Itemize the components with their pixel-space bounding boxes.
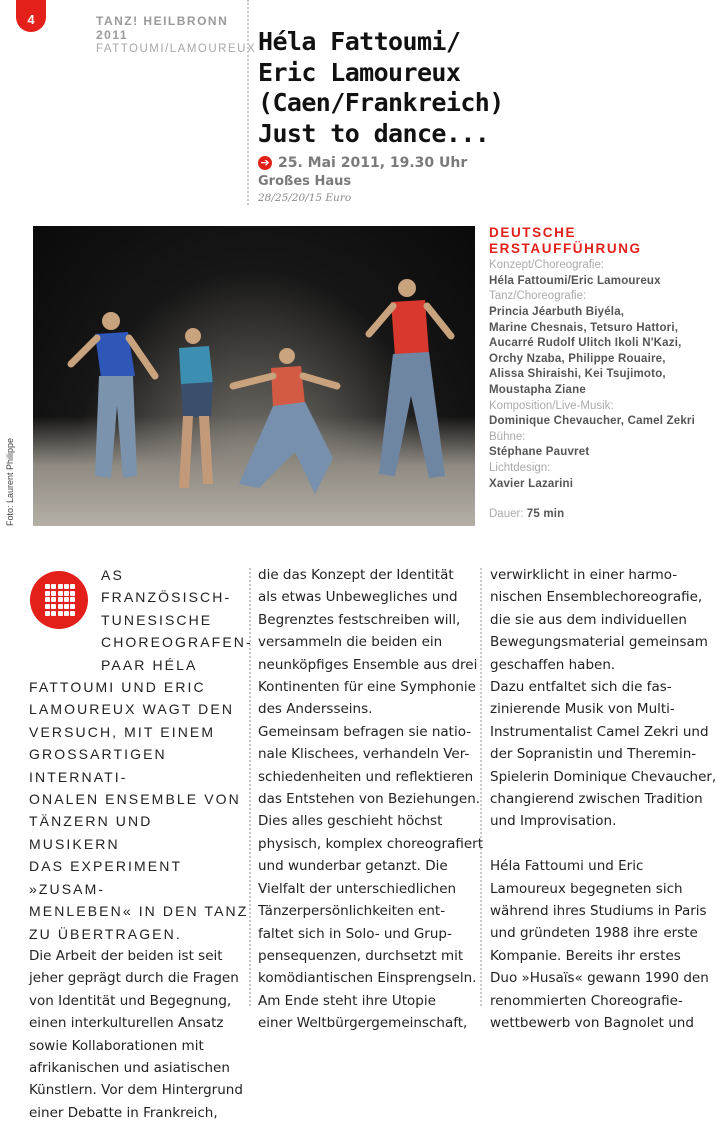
body-line: sowie Kollaborationen mit	[29, 1037, 204, 1054]
lead-line: CHOREOGRAFEN-	[101, 634, 253, 651]
event-date-row	[258, 155, 698, 171]
event-price: 28/25/20/15 Euro	[258, 192, 352, 204]
body-line: das Entstehen von Beziehungen.	[258, 791, 481, 808]
body-line: Instrumentalist Camel Zekri und	[490, 723, 709, 740]
performance-photo	[33, 226, 475, 526]
article-column-1	[29, 564, 253, 1124]
body-line: einer Debatte in Frankreich,	[29, 1104, 218, 1121]
body-line: nischen Ensemblechoreografie,	[490, 589, 703, 606]
body-line: während ihres Studiums in Paris	[490, 903, 707, 920]
lead-line: AS FRANZÖSISCH-	[101, 567, 232, 606]
body-line: renommierten Choreografie-	[490, 992, 683, 1009]
credit-label: Lichtdesign:	[489, 461, 551, 474]
header-divider	[247, 0, 249, 205]
article-column-3	[490, 564, 720, 1035]
body-line: pensequenzen, durchsetzt mit	[258, 947, 464, 964]
body-line: nale Klischees, verhandeln Ver-	[258, 746, 470, 763]
dancer-line: Marine Chesnais, Tetsuro Hattori,	[489, 321, 679, 334]
body-line: versammeln die beiden ein	[258, 634, 443, 651]
body-line: die das Konzept der Identität	[258, 567, 454, 583]
title-line: Héla Fattoumi/	[258, 27, 461, 56]
dancers-illustration	[33, 226, 475, 526]
lead-line: GROSSARTIGEN INTERNATI-	[29, 746, 167, 785]
article-lead	[29, 564, 253, 945]
event-venue: Großes Haus	[258, 174, 352, 189]
body-line: der Sopranistin und Theremin-	[490, 746, 697, 763]
duration-label: Dauer:	[489, 508, 524, 521]
lead-line: VERSUCH, MIT EINEM	[29, 723, 216, 740]
lead-line: TUNESISCHE	[101, 611, 213, 628]
article-column-2	[258, 564, 488, 1035]
body-line: Kontinenten für eine Symphonie	[258, 679, 476, 696]
body-line: schiedenheiten und reflektieren	[258, 768, 474, 785]
title-line: (Caen/Frankreich)	[258, 88, 504, 117]
body-line: Die Arbeit der beiden ist seit	[29, 947, 223, 964]
body-line: und Improvisation.	[490, 813, 617, 830]
paragraph-gap	[490, 833, 720, 855]
credit-label: Bühne:	[489, 430, 526, 443]
body-line: einen interkulturellen Ansatz	[29, 1015, 224, 1032]
body-line: Begrenztes festschreiben will,	[258, 611, 461, 628]
body-line: physisch, komplex choreografiert	[258, 835, 484, 852]
body-line: Kompanie. Bereits ihr erstes	[490, 947, 681, 964]
body-line: Lamoureux begegneten sich	[490, 880, 683, 897]
body-line: verwirklicht in einer harmo-	[490, 567, 678, 583]
series-subtitle: FATTOUMI/LAMOUREUX	[96, 43, 257, 55]
series-header	[96, 14, 257, 56]
credit-value: Xavier Lazarini	[489, 477, 574, 490]
lead-line: TÄNZERN UND MUSIKERN	[29, 813, 153, 852]
body-line: Künstlern. Vor dem Hintergrund	[29, 1082, 243, 1099]
photo-credit: Foto: Laurent Philippe	[5, 437, 15, 526]
body-line: neunköpfiges Ensemble aus drei	[258, 656, 478, 673]
credits-panel	[489, 225, 719, 523]
body-line: faltet sich in Solo- und Grup-	[258, 925, 452, 942]
lead-line: MENLEBEN« IN DEN TANZ	[29, 903, 249, 920]
page-number-badge: 4	[16, 0, 46, 32]
lead-line: FATTOUMI UND ERIC	[29, 679, 206, 696]
credit-label: Tanz/Choreografie:	[489, 290, 587, 303]
lead-line: DAS EXPERIMENT »ZUSAM-	[29, 858, 182, 897]
lead-line: LAMOUREUX WAGT DEN	[29, 701, 235, 718]
dancer-line: Aucarré Rudolf Ulitch Ikoli N'Kazi,	[489, 337, 682, 350]
credit-value: Stéphane Pauvret	[489, 446, 590, 459]
body-line: Gemeinsam befragen sie natio-	[258, 723, 472, 740]
body-line: Am Ende steht ihre Utopie	[258, 992, 436, 1009]
event-date: 25. Mai 2011, 19.30 Uhr	[278, 155, 468, 171]
body-line: Spielerin Dominique Chevaucher,	[490, 768, 717, 785]
series-title: TANZ! HEILBRONN 2011	[96, 14, 229, 42]
dancer-line: Alissa Shiraishi, Kei Tsujimoto,	[489, 368, 666, 381]
body-line: und wunderbar getanzt. Die	[258, 858, 448, 875]
title-line: Just to dance...	[258, 118, 490, 148]
body-line: die sie aus dem individuellen	[490, 611, 687, 628]
lead-line: ONALEN ENSEMBLE VON	[29, 791, 241, 808]
body-line: Bewegungsmaterial gemeinsam	[490, 634, 708, 651]
arrow-right-icon: ➔	[258, 156, 272, 170]
body-line: und gründeten 1988 ihre erste	[490, 925, 698, 942]
dancer-line: Moustapha Ziane	[489, 383, 586, 396]
lead-line: ZU ÜBERTRAGEN.	[29, 925, 182, 942]
dancer-line: Princia Jéarbuth Biyéla,	[489, 305, 625, 318]
credit-value: Héla Fattoumi/Eric Lamoureux	[489, 274, 661, 287]
body-line: zinierende Musik von Multi-	[490, 701, 675, 718]
credit-label: Komposition/Live-Musik:	[489, 399, 614, 412]
body-line: Vielfalt der unterschiedlichen	[258, 880, 457, 897]
body-line: Héla Fattoumi und Eric	[490, 858, 644, 875]
body-line: des Andersseins.	[258, 701, 373, 718]
body-line: Tänzerpersönlichkeiten ent-	[258, 903, 446, 920]
body-line: als etwas Unbewegliches und	[258, 589, 458, 606]
dancer-line: Orchy Nzaba, Philippe Rouaire,	[489, 352, 666, 365]
title-line: Eric Lamoureux	[258, 57, 461, 87]
body-line: komödiantischen Einsprengseln.	[258, 970, 477, 987]
event-header	[258, 27, 698, 204]
body-line: von Identität und Begegnung,	[29, 992, 232, 1009]
body-line: einer Weltbürgergemeinschaft,	[258, 1015, 468, 1032]
credit-label: Konzept/Choreografie:	[489, 259, 605, 272]
body-line: jeher geprägt durch die Fragen	[29, 970, 239, 987]
body-line: geschaffen haben.	[490, 656, 616, 673]
premiere-label: DEUTSCHE ERSTAUFFÜHRUNG	[489, 225, 642, 256]
body-line: Dies alles geschieht höchst	[258, 813, 443, 830]
body-line: wettbewerb von Bagnolet und	[490, 1015, 694, 1032]
event-title	[258, 27, 698, 149]
duration-value: 75 min	[526, 508, 565, 521]
body-line: Dazu entfaltet sich die fas-	[490, 679, 672, 696]
credit-value: Dominique Chevaucher, Camel Zekri	[489, 415, 695, 428]
body-line: Duo »Husaïs« gewann 1990 den	[490, 970, 709, 987]
body-line: afrikanischen und asiatischen	[29, 1059, 230, 1076]
lead-line: PAAR HÉLA	[101, 656, 198, 673]
body-line: changierend zwischen Tradition	[490, 791, 703, 808]
duration-row	[489, 507, 719, 523]
